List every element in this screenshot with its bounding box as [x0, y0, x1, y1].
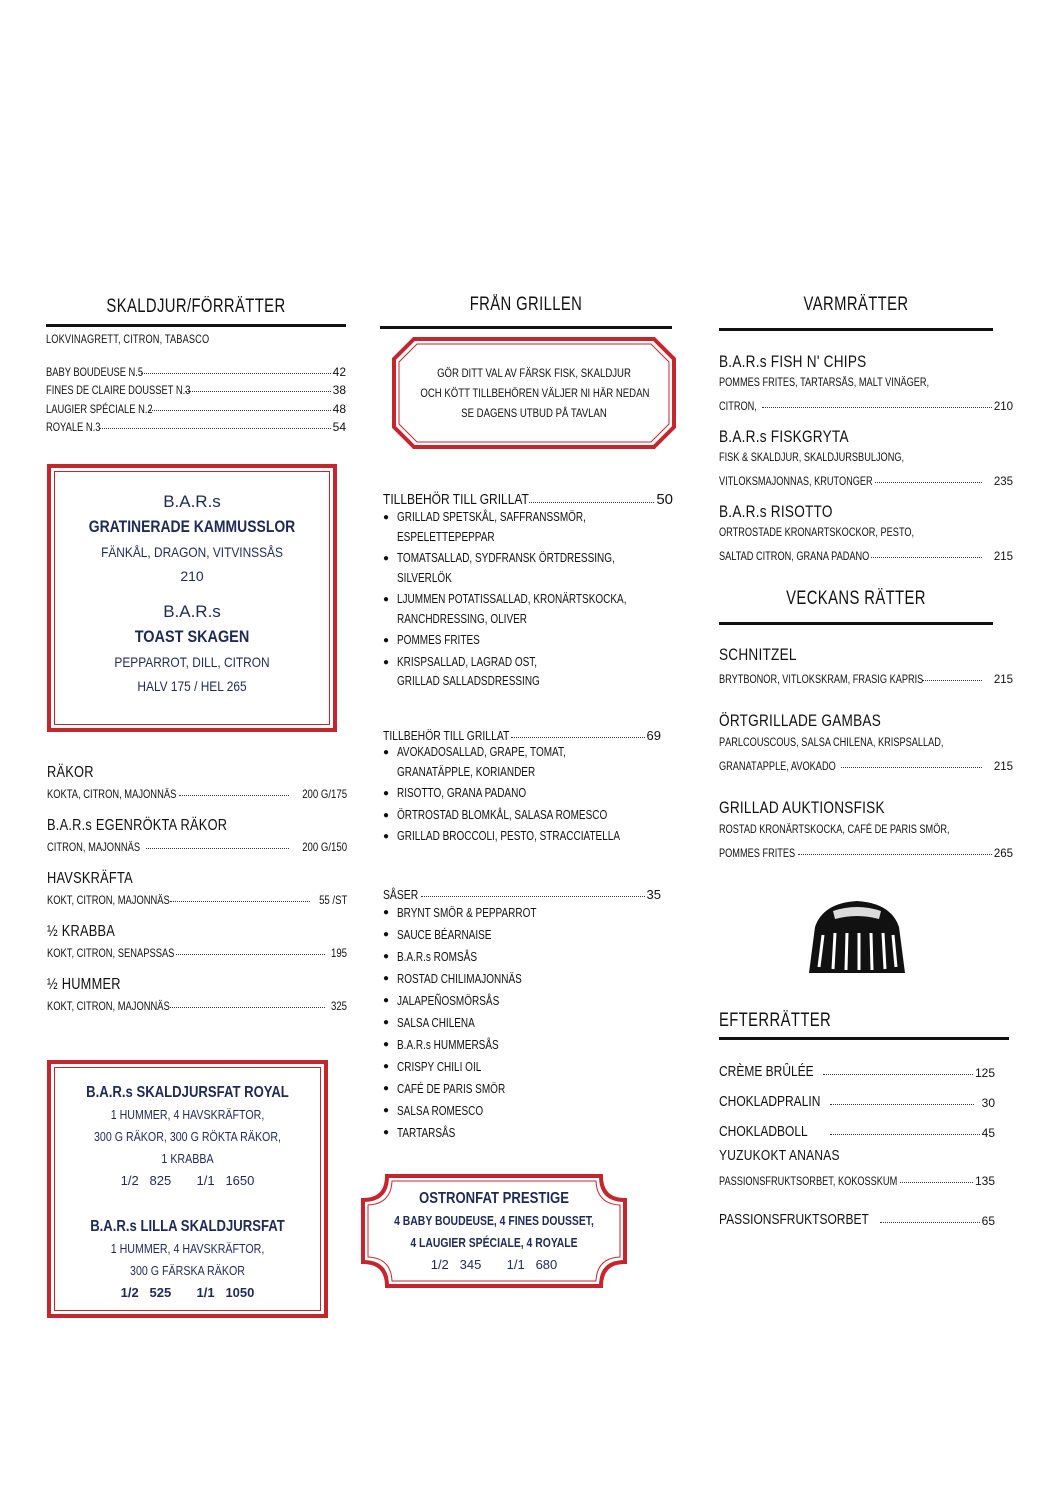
- sauce-item: ● CRISPY CHILI OIL: [383, 1056, 661, 1078]
- oyster-platter-box: [361, 1174, 627, 1288]
- section-divider: [719, 622, 993, 625]
- sauce-item: ● JALAPEÑOSMÖRSÅS: [383, 990, 661, 1012]
- item-price: 210: [180, 568, 204, 584]
- feature-box-bars-specials: [47, 464, 337, 732]
- section-title-grillen: FRÅN GRILLEN: [469, 294, 583, 315]
- oyster-platter-prices: 1/2 345 1/1 680: [430, 1257, 558, 1272]
- menu-item: ½ KRABBA KOKT, CITRON, SENAPSSAS 195: [47, 923, 347, 960]
- item-name: GRATINERADE KAMMUSSLOR: [88, 517, 296, 536]
- menu-item: ½ HUMMER KOKT, CITRON, MAJONNÄS 325: [47, 976, 347, 1013]
- sides-list-69: [383, 723, 661, 847]
- menu-item-oyster: LAUGIER SPÉCIALE N.2 48: [46, 401, 346, 416]
- menu-item: ÖRTGRILLADE GAMBAS PÄRLCOUSCOUS, SALSA CHILENA, KRISPSALLAD, GRANATÄPPLE, AVOKADO 215: [719, 711, 1013, 773]
- dessert-list: [719, 1050, 995, 1228]
- sauce-item: ● SALSA CHILENA: [383, 1012, 661, 1034]
- section-title-skaldjur: SKALDJUR/FÖRRÄTTER: [106, 296, 286, 317]
- bullet-icon: ●: [383, 1061, 390, 1072]
- platter-royal-prices: 1/2 825 1/1 1650: [120, 1173, 255, 1188]
- menu-item-dessert: CHOKLADBOLL 45: [719, 1123, 995, 1140]
- section-divider: [380, 326, 672, 329]
- sauce-item: ● BRYNT SMÖR & PEPPARROT: [383, 902, 661, 924]
- bullet-icon: ●: [383, 995, 390, 1006]
- bullet-icon: ●: [383, 512, 390, 523]
- bullet-icon: ●: [383, 907, 390, 918]
- side-item: ● GRILLAD BROCCOLI, PESTO, STRACCIATELLA: [383, 827, 661, 847]
- bullet-icon: ●: [383, 1083, 390, 1094]
- column-skaldjur: [46, 296, 346, 434]
- sauce-item: ● SALSA ROMESCO: [383, 1100, 661, 1122]
- grill-notice-box: [392, 337, 676, 449]
- item-brand: B.A.R.s: [163, 602, 221, 621]
- bullet-icon: ●: [383, 809, 390, 821]
- side-item: ● RISOTTO, GRANA PADANO: [383, 784, 661, 804]
- menu-item: B.A.R.s FISKGRYTA FISK & SKALDJUR, SKALDJURSBULJONG, VITLÖKSMAJONNÄS, KRUTONGER 235: [719, 427, 1013, 488]
- side-item: ● ÖRTROSTAD BLOMKÅL, SALASA ROMESCO: [383, 806, 661, 826]
- sauces-heading: SÅSER 35: [383, 887, 661, 902]
- menu-item-dessert: PASSIONSFRUKTSORBET 65: [719, 1211, 995, 1228]
- grill-notice-text: GÖR DITT VAL AV FÄRSK FISK, SKALDJUR OCH KÖTT TILLBEHÖREN VÄLJER NI HÄR NEDAN SE DAGENS UTBUD PÅ TAVLAN: [420, 366, 650, 420]
- jelly-mold-icon: [803, 897, 911, 977]
- oyster-note: LÖKVINÄGRETT, CITRON, TABASCO: [46, 334, 210, 346]
- feature-box-content: [51, 490, 333, 698]
- side-item: ● KRISPSALLAD, LAGRAD OST, GRILLAD SALLADSDRESSING: [383, 654, 540, 688]
- menu-item-dessert: CHOKLADPRALIN 30: [719, 1093, 995, 1110]
- column-varmratter: [719, 294, 1013, 576]
- platter-box: [47, 1060, 328, 1318]
- bullet-icon: ●: [383, 831, 390, 842]
- bullet-icon: ●: [383, 929, 390, 940]
- bullet-icon: ●: [383, 635, 390, 646]
- oyster-platter-content: OSTRONFAT PRESTIGE 4 BABY BOUDEUSE, 4 FINES DOUSSET, 4 LAUGIER SPÉCIALE, 4 ROYALE 1/2 345 1/1 680: [361, 1188, 627, 1276]
- weekly-list: [719, 643, 1013, 866]
- sauce-item: ● TARTARSÅS: [383, 1122, 661, 1144]
- mains-list: [719, 351, 1013, 576]
- shellfish-list: [47, 764, 347, 1029]
- sauce-item: ● B.A.R.s HUMMERSÅS: [383, 1034, 661, 1056]
- menu-item-oyster: BABY BOUDEUSE N.5 42: [46, 364, 346, 379]
- column-grillen: [380, 294, 672, 329]
- section-divider: [46, 324, 346, 327]
- menu-item: B.A.R.s RISOTTO ÖRTROSTADE KRONÄRTSKOCKOR, PESTO, SALTAD CITRON, GRANA PADANO 215: [719, 502, 1013, 563]
- bullet-icon: ●: [383, 594, 390, 605]
- column-veckans: [719, 588, 1013, 866]
- section-title-efterratter: EFTERRÄTTER: [719, 1010, 832, 1031]
- bullet-icon: ●: [383, 1039, 390, 1050]
- sauce-item: ● SAUCE BÉARNAISE: [383, 924, 661, 946]
- sides-heading: TILLBEHÖR TILL GRILLAT 69: [383, 728, 661, 743]
- item-price: HALV 175 / HEL 265: [137, 678, 247, 694]
- side-item: ● LJUMMEN POTATISSALLAD, KRONÄRTSKOCKA, RANCHDRESSING, OLIVER: [383, 592, 627, 626]
- sauces-list: [383, 882, 661, 1144]
- menu-item: RÄKOR KOKTA, CITRON, MAJONNÄS 200 G/175: [47, 764, 347, 801]
- sides-list-50: [383, 486, 673, 692]
- platter-lilla-prices: 1/2 525 1/1 1050: [120, 1285, 255, 1300]
- item-name: TOAST SKAGEN: [134, 627, 250, 646]
- menu-item-dessert: CRÈME BRÛLÉE 125: [719, 1063, 995, 1080]
- bullet-icon: ●: [383, 973, 390, 984]
- bullet-icon: ●: [383, 656, 390, 668]
- menu-item: SCHNITZEL BRYTBÖNOR, VITLÖKSKRÄM, FRASIG KAPRIS 215: [719, 645, 1013, 686]
- item-desc: FÄNKÅL, DRAGON, VITVINSSÅS: [101, 544, 283, 560]
- bullet-icon: ●: [383, 951, 390, 962]
- menu-item: B.A.R.s FISH N' CHIPS POMMES FRITES, TARTARSÅS, MALT VINÄGER, CITRON, 210: [719, 352, 1013, 413]
- section-divider: [719, 1037, 1009, 1040]
- side-item: ● AVOKADOSALLAD, GRAPE, TOMAT, GRANATÄPPLE, KORIANDER: [383, 745, 566, 779]
- menu-item: GRILLAD AUKTIONSFISK ROSTAD KRONÄRTSKOCKA, CAFÉ DE PARIS SMÖR, POMMES FRITES 265: [719, 798, 1013, 860]
- side-item: ● POMMES FRITES: [383, 631, 673, 651]
- sauce-item: ● B.A.R.s ROMSÅS: [383, 946, 661, 968]
- dessert-mold-illustration: [803, 897, 911, 977]
- bullet-icon: ●: [383, 553, 390, 564]
- section-divider: [719, 328, 993, 331]
- menu-item: B.A.R.s EGENRÖKTA RÄKOR CITRON, MAJONNÄS 200 G/150: [47, 817, 347, 854]
- menu-item-oyster: FINES DE CLAIRE DOUSSET N.3 38: [46, 383, 346, 397]
- column-efterratter: [719, 1010, 1009, 1228]
- section-title-veckans: VECKANS RÄTTER: [786, 588, 926, 609]
- menu-item-oyster: ROYALE N.3 54: [46, 420, 346, 434]
- oyster-list: [46, 360, 346, 434]
- bullet-icon: ●: [383, 788, 390, 799]
- sides-heading: TILLBEHÖR TILL GRILLAT 50: [383, 491, 673, 508]
- menu-item-dessert: YUZUKOKT ANANAS PASSIONSFRUKTSORBET, KOKOSSKUM 135: [719, 1147, 995, 1188]
- bullet-icon: ●: [383, 747, 390, 758]
- bullet-icon: ●: [383, 1127, 390, 1138]
- sauce-item: ● CAFÉ DE PARIS SMÖR: [383, 1078, 661, 1100]
- sauce-item: ● ROSTAD CHILIMAJONNÄS: [383, 968, 661, 990]
- bullet-icon: ●: [383, 1105, 390, 1116]
- side-item: ● TOMATSALLAD, SYDFRANSK ÖRTDRESSING, SILVERLÖK: [383, 551, 615, 585]
- platter-box-content: B.A.R.s SKALDJURSFAT ROYAL 1 HUMMER, 4 HAVSKRÄFTOR, 300 G RÄKOR, 300 G RÖKTA RÄKOR, 1 KRABBA 1/2 825 1/1 1650 B.A.R.s LILLA SKALDJURSFAT 1 HUMMER, 4 HAVSKRÄFTOR, 300 G FÄRSKA RÄKOR 1/2 525 1/1 1050: [51, 1082, 324, 1304]
- bullet-icon: ●: [383, 1017, 390, 1028]
- platter-lilla-name: B.A.R.s LILLA SKALDJURSFAT: [90, 1218, 285, 1235]
- item-brand: B.A.R.s: [163, 492, 221, 511]
- section-title-varmratter: VARMRÄTTER: [803, 294, 909, 315]
- platter-royal-name: B.A.R.s SKALDJURSFAT ROYAL: [86, 1084, 289, 1101]
- side-item: ● GRILLAD SPETSKÅL, SAFFRANSSMÖR, ESPELETTEPEPPAR: [383, 510, 586, 544]
- item-desc: PEPPARROT, DILL, CITRON: [114, 654, 270, 670]
- menu-item: HAVSKRÄFTA KOKT, CITRON, MAJONNÄS 55 /ST: [47, 870, 347, 907]
